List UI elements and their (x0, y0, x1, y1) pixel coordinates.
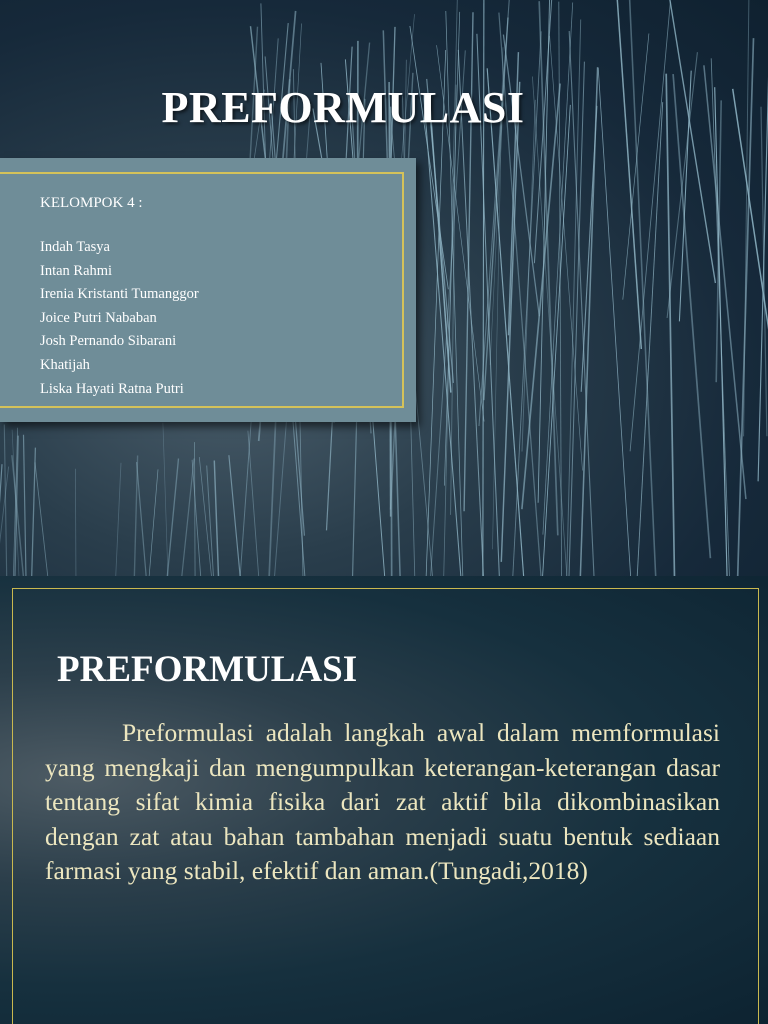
definition-paragraph: Preformulasi adalah langkah awal dalam memformulasi yang mengkaji dan mengumpulkan keterangan-keterangan dasar tentang sifat kimia fisika dari zat aktif bila dikombinasikan dengan zat atau bahan tambahan menjadi suatu bentuk sediaan farmasi yang stabil, efektif dan aman.(Tungadi,2018) (45, 718, 720, 885)
rain-line (115, 463, 121, 576)
member-name: Indah Tasya (40, 239, 110, 255)
member-name: Joice Putri Nababan (40, 309, 157, 326)
rain-line (424, 95, 462, 576)
member-name: Josh Pernando Sibarani (40, 333, 177, 350)
section-title: PREFORMULASI (57, 649, 358, 690)
rain-line (180, 459, 194, 577)
group-label: KELOMPOK 4 : (40, 195, 143, 211)
rain-line (195, 442, 196, 576)
member-name: Intan Rahmi (40, 262, 113, 279)
rain-line (163, 423, 169, 576)
rain-line (487, 68, 524, 576)
rain-line (24, 435, 27, 576)
member-list (40, 236, 199, 401)
member-name: Irenia Kristanti Tumanggor (40, 286, 199, 303)
rain-line (75, 469, 76, 576)
rain-line (522, 100, 535, 452)
rain-line (666, 74, 675, 576)
member-name: Liska Hayati Ratna Putri (40, 380, 184, 397)
rain-line (673, 74, 710, 558)
rain-line (192, 460, 202, 576)
rain-line (137, 462, 148, 576)
rain-line (134, 456, 138, 577)
rain-line (581, 106, 597, 392)
slide-2 (0, 576, 768, 1024)
rain-line (199, 457, 213, 576)
rain-line (214, 461, 219, 577)
rain-line (630, 2, 670, 452)
rain-line (229, 455, 242, 576)
rain-line (166, 459, 179, 577)
rain-line (0, 464, 2, 576)
rain-line (31, 448, 35, 576)
member-name: Khatijah (40, 356, 90, 373)
group-members-box (0, 158, 416, 422)
rain-line (207, 466, 215, 577)
rain-line (248, 431, 260, 576)
rain-line (35, 462, 49, 576)
rain-line (148, 469, 158, 576)
slide-title: PREFORMULASI (161, 83, 525, 132)
